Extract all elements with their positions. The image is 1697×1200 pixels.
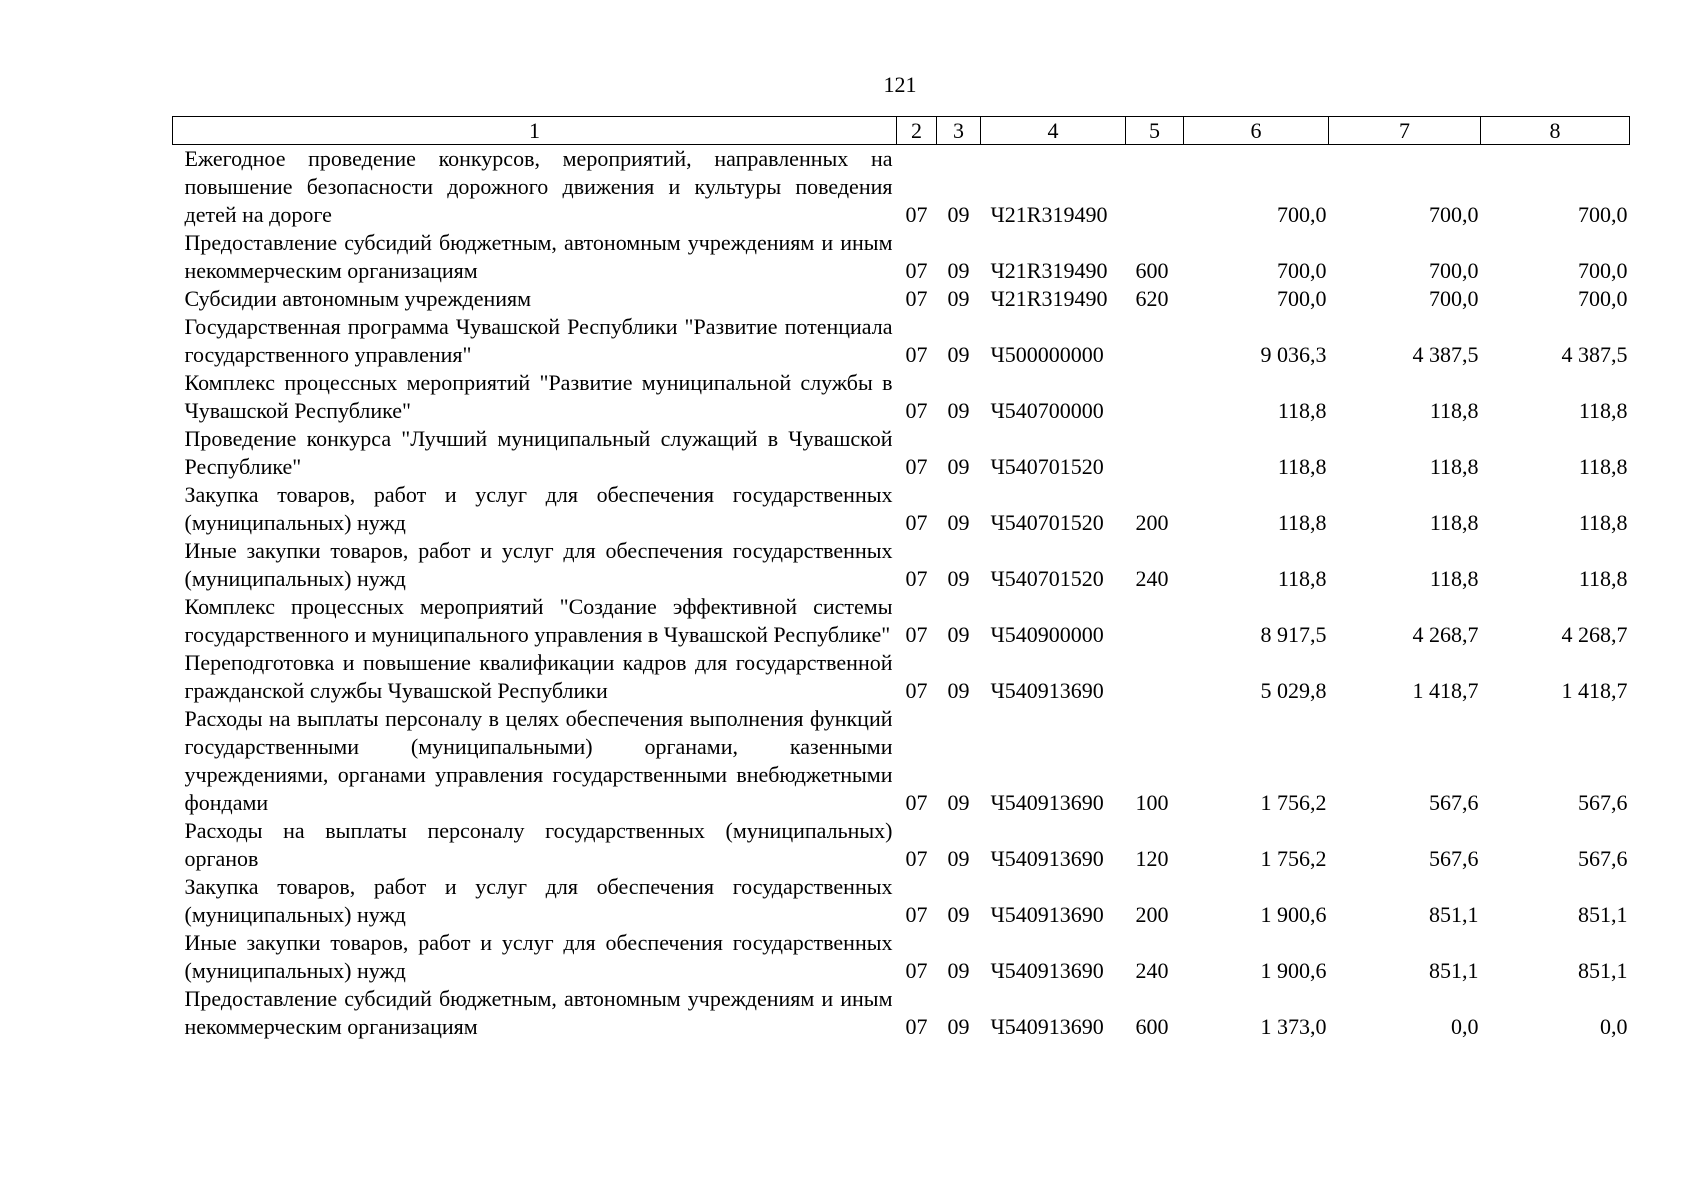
row-amount-6: 118,8 <box>1277 510 1327 535</box>
row-section: 07 <box>905 902 928 927</box>
row-subsection: 09 <box>947 286 970 311</box>
row-amount-7: 1 418,7 <box>1412 678 1479 703</box>
column-header-5: 5 <box>1126 117 1184 145</box>
row-target-code: Ч540913690 <box>990 846 1104 871</box>
row-amount-7: 567,6 <box>1429 790 1479 815</box>
row-subsection: 09 <box>947 958 970 983</box>
row-amount-7: 118,8 <box>1429 398 1479 423</box>
row-name: Закупка товаров, работ и услуг для обеспечения государственных (муниципальных) нужд <box>184 874 893 927</box>
row-section: 07 <box>905 398 928 423</box>
row-amount-8: 567,6 <box>1578 846 1628 871</box>
table-row <box>173 929 1630 985</box>
row-subsection: 09 <box>947 790 970 815</box>
table-body <box>173 145 1630 1042</box>
row-subsection: 09 <box>947 902 970 927</box>
row-target-code: Ч540701520 <box>990 566 1104 591</box>
row-name: Переподготовка и повышение квалификации кадров для государственной гражданской службы Чувашской Республики <box>184 650 893 703</box>
column-header-3: 3 <box>937 117 981 145</box>
row-amount-8: 700,0 <box>1578 258 1628 283</box>
row-amount-6: 700,0 <box>1277 286 1327 311</box>
row-amount-6: 1 900,6 <box>1260 958 1327 983</box>
row-amount-7: 700,0 <box>1429 202 1479 227</box>
row-amount-8: 118,8 <box>1578 566 1628 591</box>
table-row <box>173 313 1630 369</box>
row-target-code: Ч21R319490 <box>990 258 1108 283</box>
row-amount-6: 1 900,6 <box>1260 902 1327 927</box>
row-amount-6: 1 373,0 <box>1260 1014 1327 1039</box>
row-amount-8: 4 268,7 <box>1561 622 1628 647</box>
row-target-code: Ч540913690 <box>990 902 1104 927</box>
row-expense-type <box>1126 593 1184 649</box>
row-amount-7: 118,8 <box>1429 566 1479 591</box>
column-header-4: 4 <box>981 117 1126 145</box>
row-target-code: Ч540701520 <box>990 454 1104 479</box>
row-section: 07 <box>905 846 928 871</box>
row-expense-type: 240 <box>1135 958 1169 983</box>
row-subsection: 09 <box>947 342 970 367</box>
row-section: 07 <box>905 1014 928 1039</box>
row-amount-8: 118,8 <box>1578 398 1628 423</box>
row-target-code: Ч540913690 <box>990 958 1104 983</box>
row-name: Закупка товаров, работ и услуг для обеспечения государственных (муниципальных) нужд <box>184 482 893 535</box>
row-section: 07 <box>905 342 928 367</box>
row-section: 07 <box>905 510 928 535</box>
row-target-code: Ч540913690 <box>990 1014 1104 1039</box>
row-expense-type: 200 <box>1135 902 1169 927</box>
row-name: Иные закупки товаров, работ и услуг для обеспечения государственных (муниципальных) нужд <box>184 538 893 591</box>
row-expense-type: 600 <box>1135 1014 1169 1039</box>
row-amount-8: 700,0 <box>1578 202 1628 227</box>
row-name: Комплекс процессных мероприятий "Создание эффективной системы государственного и муниципального управления в Чувашской Республике" <box>184 594 893 647</box>
row-subsection: 09 <box>947 454 970 479</box>
row-amount-6: 1 756,2 <box>1260 846 1327 871</box>
row-amount-6: 700,0 <box>1277 202 1327 227</box>
row-amount-8: 118,8 <box>1578 454 1628 479</box>
row-subsection: 09 <box>947 678 970 703</box>
table-row <box>173 873 1630 929</box>
row-target-code: Ч500000000 <box>990 342 1104 367</box>
row-amount-6: 118,8 <box>1277 566 1327 591</box>
table-row <box>173 817 1630 873</box>
row-expense-type: 100 <box>1135 790 1169 815</box>
table-row <box>173 285 1630 313</box>
row-expense-type: 240 <box>1135 566 1169 591</box>
row-amount-8: 700,0 <box>1578 286 1628 311</box>
row-target-code: Ч540900000 <box>990 622 1104 647</box>
table-row <box>173 145 1630 230</box>
row-amount-6: 118,8 <box>1277 454 1327 479</box>
row-amount-7: 0,0 <box>1451 1014 1479 1039</box>
row-section: 07 <box>905 202 928 227</box>
row-subsection: 09 <box>947 258 970 283</box>
row-amount-7: 700,0 <box>1429 286 1479 311</box>
row-name: Иные закупки товаров, работ и услуг для обеспечения государственных (муниципальных) нужд <box>184 930 893 983</box>
row-section: 07 <box>905 286 928 311</box>
page-number: 121 <box>883 72 917 97</box>
header-row <box>173 117 1630 145</box>
table-row <box>173 481 1630 537</box>
row-amount-8: 4 387,5 <box>1561 342 1628 367</box>
column-header-1: 1 <box>173 117 897 145</box>
row-expense-type <box>1126 649 1184 705</box>
table-row <box>173 649 1630 705</box>
row-name: Ежегодное проведение конкурсов, мероприятий, направленных на повышение безопасности дорожного движения и культуры поведения детей на дороге <box>184 146 893 227</box>
row-section: 07 <box>905 958 928 983</box>
column-header-6: 6 <box>1184 117 1329 145</box>
row-target-code: Ч21R319490 <box>990 286 1108 311</box>
row-name: Проведение конкурса "Лучший муниципальный служащий в Чувашской Республике" <box>184 426 893 479</box>
row-target-code: Ч540913690 <box>990 678 1104 703</box>
row-expense-type <box>1126 145 1184 230</box>
row-target-code: Ч540701520 <box>990 510 1104 535</box>
table-row <box>173 985 1630 1041</box>
row-subsection: 09 <box>947 510 970 535</box>
row-expense-type <box>1126 313 1184 369</box>
row-amount-7: 118,8 <box>1429 454 1479 479</box>
budget-table <box>172 116 1630 1041</box>
row-amount-6: 118,8 <box>1277 398 1327 423</box>
row-amount-8: 851,1 <box>1578 958 1628 983</box>
row-target-code: Ч540913690 <box>990 790 1104 815</box>
row-amount-8: 118,8 <box>1578 510 1628 535</box>
row-amount-6: 9 036,3 <box>1260 342 1327 367</box>
row-amount-8: 1 418,7 <box>1561 678 1628 703</box>
row-amount-7: 118,8 <box>1429 510 1479 535</box>
row-section: 07 <box>905 454 928 479</box>
table-row <box>173 425 1630 481</box>
row-expense-type <box>1126 425 1184 481</box>
row-section: 07 <box>905 678 928 703</box>
table-row <box>173 369 1630 425</box>
table-row <box>173 593 1630 649</box>
row-expense-type: 200 <box>1135 510 1169 535</box>
row-section: 07 <box>905 258 928 283</box>
row-expense-type: 620 <box>1135 286 1169 311</box>
row-subsection: 09 <box>947 846 970 871</box>
row-amount-7: 4 387,5 <box>1412 342 1479 367</box>
row-name: Предоставление субсидий бюджетным, автономным учреждениям и иным некоммерческим организациям <box>184 986 893 1039</box>
row-amount-7: 851,1 <box>1429 902 1479 927</box>
row-amount-7: 851,1 <box>1429 958 1479 983</box>
table-row <box>173 229 1630 285</box>
row-amount-8: 851,1 <box>1578 902 1628 927</box>
column-header-2: 2 <box>897 117 937 145</box>
row-amount-7: 4 268,7 <box>1412 622 1479 647</box>
row-name: Расходы на выплаты персоналу государственных (муниципальных) органов <box>184 818 893 871</box>
row-section: 07 <box>905 566 928 591</box>
row-amount-6: 5 029,8 <box>1260 678 1327 703</box>
row-section: 07 <box>905 790 928 815</box>
table-row <box>173 537 1630 593</box>
row-section: 07 <box>905 622 928 647</box>
row-name: Государственная программа Чувашской Республики "Развитие потенциала государственного управления" <box>184 314 893 367</box>
column-header-7: 7 <box>1329 117 1481 145</box>
row-amount-7: 567,6 <box>1429 846 1479 871</box>
row-target-code: Ч21R319490 <box>990 202 1108 227</box>
row-expense-type: 120 <box>1135 846 1169 871</box>
row-name: Комплекс процессных мероприятий "Развитие муниципальной службы в Чувашской Республике" <box>184 370 893 423</box>
row-name: Предоставление субсидий бюджетным, автономным учреждениям и иным некоммерческим организациям <box>184 230 893 283</box>
row-amount-6: 8 917,5 <box>1260 622 1327 647</box>
column-header-8: 8 <box>1481 117 1630 145</box>
row-subsection: 09 <box>947 622 970 647</box>
row-amount-8: 0,0 <box>1600 1014 1628 1039</box>
row-amount-6: 1 756,2 <box>1260 790 1327 815</box>
row-expense-type <box>1126 369 1184 425</box>
row-amount-8: 567,6 <box>1578 790 1628 815</box>
row-amount-7: 700,0 <box>1429 258 1479 283</box>
row-subsection: 09 <box>947 566 970 591</box>
row-expense-type: 600 <box>1135 258 1169 283</box>
table-row <box>173 705 1630 817</box>
row-subsection: 09 <box>947 202 970 227</box>
row-amount-6: 700,0 <box>1277 258 1327 283</box>
row-target-code: Ч540700000 <box>990 398 1104 423</box>
row-name: Расходы на выплаты персоналу в целях обеспечения выполнения функций государственными (муниципальными) органами, казенными учреждениями, органами управления государственными внебюджетными фондами <box>184 706 893 815</box>
row-subsection: 09 <box>947 398 970 423</box>
row-name: Субсидии автономным учреждениям <box>184 286 532 311</box>
row-subsection: 09 <box>947 1014 970 1039</box>
